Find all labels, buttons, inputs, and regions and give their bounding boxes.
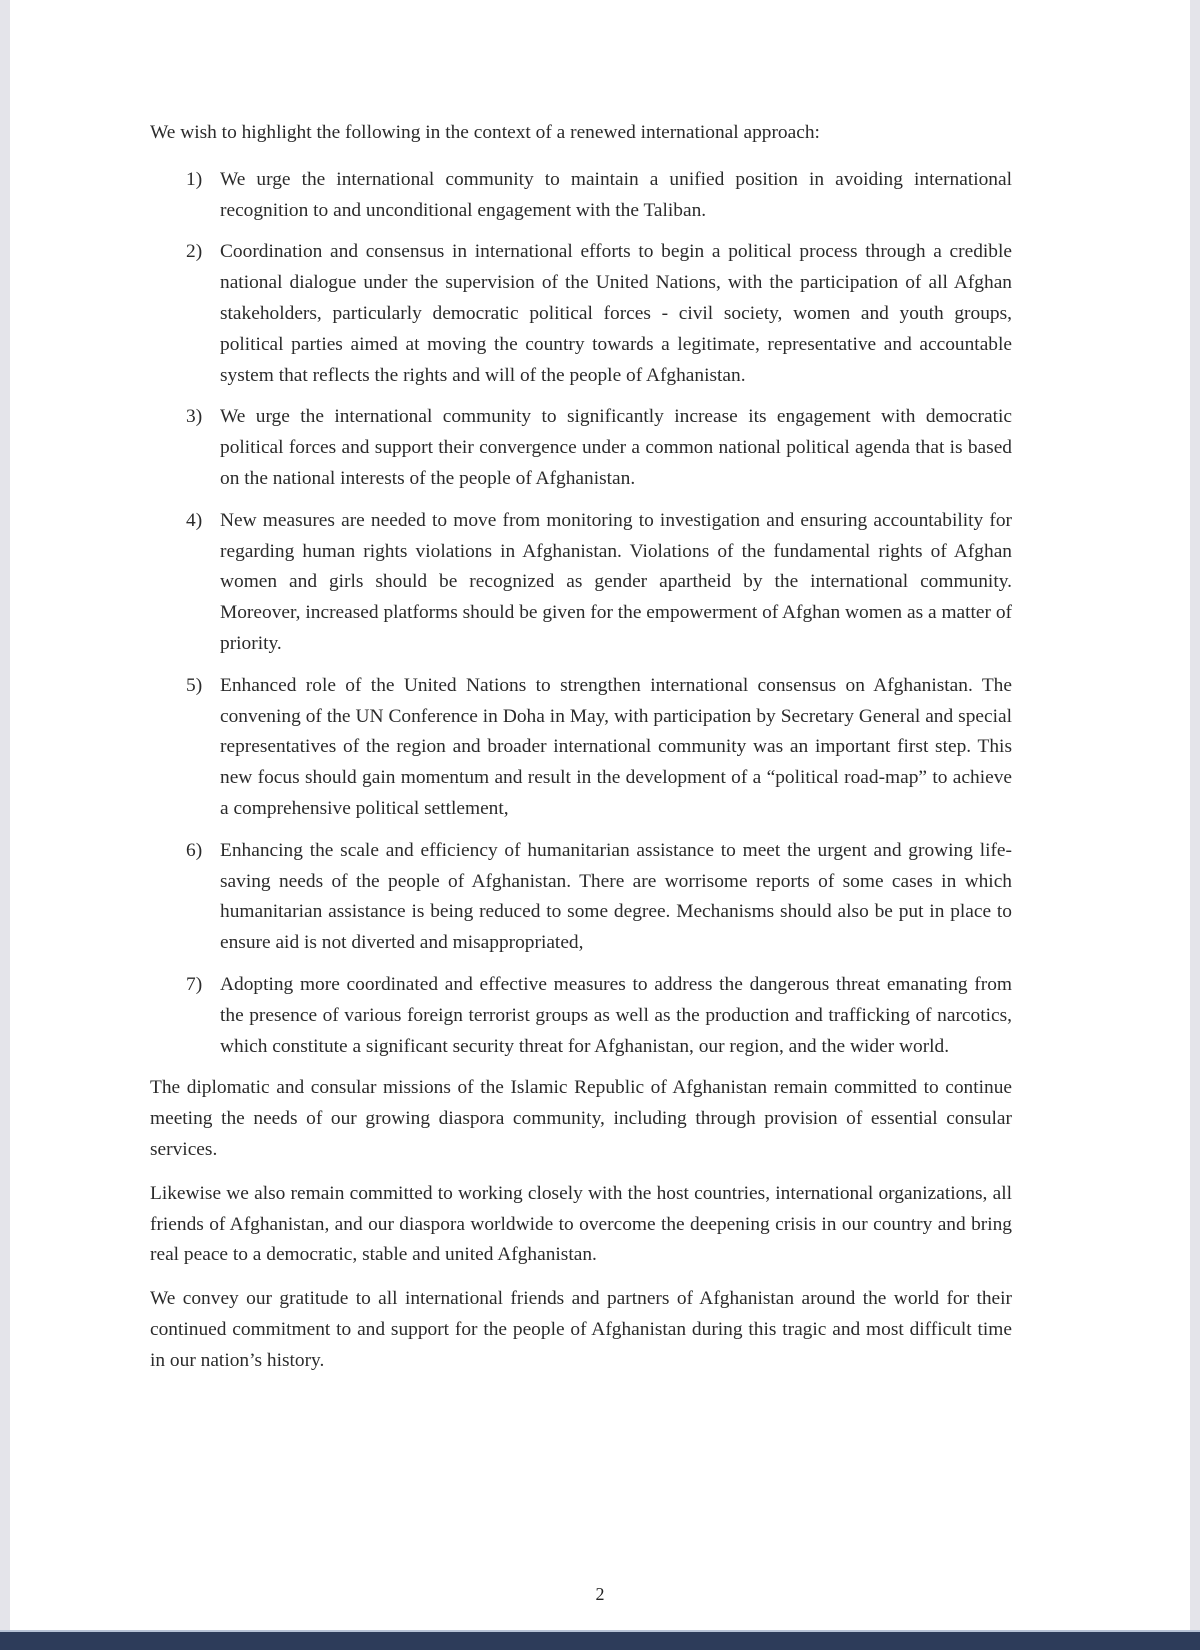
list-item — [150, 402, 1012, 494]
list-number: 7) — [186, 973, 203, 995]
list-number: 6) — [186, 839, 203, 861]
document-body — [150, 118, 1012, 1389]
list-number: 4) — [186, 509, 203, 531]
list-item — [150, 836, 1012, 959]
list-item — [150, 237, 1012, 391]
list-item-text: Enhancing the scale and efficiency of humanitarian assistance to meet the urgent and growing life-saving needs of the people of Afghanistan. There are worrisome reports of some cases in which humanitarian assistance is being reduced to some degree. Mechanisms should also be put in place to ensure aid is not diverted and misappropriated, — [220, 839, 1012, 954]
consular-services-paragraph: The diplomatic and consular missions of the Islamic Republic of Afghanistan remain committed to continue meeting the needs of our growing diaspora community, including through provision of essential consular services. — [150, 1077, 1012, 1160]
footer-bar — [0, 1630, 1200, 1650]
list-number: 5) — [186, 674, 203, 696]
list-item-text: Adopting more coordinated and effective measures to address the dangerous threat emanating from the presence of various foreign terrorist groups as well as the production and trafficking of narcotics, which constitute a significant security threat for Afghanistan, our region, and the wider world. — [220, 973, 1012, 1057]
list-item-text: Coordination and consensus in international efforts to begin a political process through a credible national dialogue under the supervision of the United Nations, with the participation of all Afghan stakeholders, particularly democratic political forces - civil society, women and youth groups, political parties aimed at moving the country towards a legitimate, representative and accountable system that reflects the rights and will of the people of Afghanistan. — [220, 241, 1012, 386]
recommendations-list — [150, 165, 1012, 1063]
intro-paragraph: We wish to highlight the following in the context of a renewed international approach: — [150, 122, 820, 143]
gratitude-paragraph: We convey our gratitude to all international friends and partners of Afghanistan around the world for their continued commitment to and support for the people of Afghanistan during this tragic and most difficult time in our nation’s history. — [150, 1288, 1012, 1371]
list-item-text: We urge the international community to significantly increase its engagement with democratic political forces and support their convergence under a common national political agenda that is based on the national interests of the people of Afghanistan. — [220, 406, 1012, 489]
commitment-paragraph: Likewise we also remain committed to working closely with the host countries, international organizations, all friends of Afghanistan, and our diaspora worldwide to overcome the deepening crisis in our country and bring real peace to a democratic, stable and united Afghanistan. — [150, 1182, 1012, 1266]
document-page — [10, 0, 1190, 1630]
page-number: 2 — [595, 1584, 605, 1604]
list-number: 2) — [186, 241, 203, 263]
list-item-text: Enhanced role of the United Nations to strengthen international consensus on Afghanistan. The convening of the UN Conference in Doha in May, with participation by Secretary General and special representatives of the region and broader international community was an important first step. This new focus should gain momentum and result in the development of a “political road-map” to achieve a comprehensive political settlement, — [220, 674, 1012, 819]
list-item — [150, 671, 1012, 825]
list-item-text: New measures are needed to move from monitoring to investigation and ensuring accountability for regarding human rights violations in Afghanistan. Violations of the fundamental rights of Afghan women and girls should be recognized as gender apartheid by the international community. Moreover, increased platforms should be given for the empowerment of Afghan women as a matter of priority. — [220, 509, 1012, 654]
list-number: 3) — [186, 406, 203, 428]
list-item — [150, 970, 1012, 1062]
list-number: 1) — [186, 168, 203, 190]
list-item — [150, 506, 1012, 660]
list-item — [150, 165, 1012, 227]
list-item-text: We urge the international community to maintain a unified position in avoiding international recognition to and unconditional engagement with the Taliban. — [220, 168, 1012, 221]
